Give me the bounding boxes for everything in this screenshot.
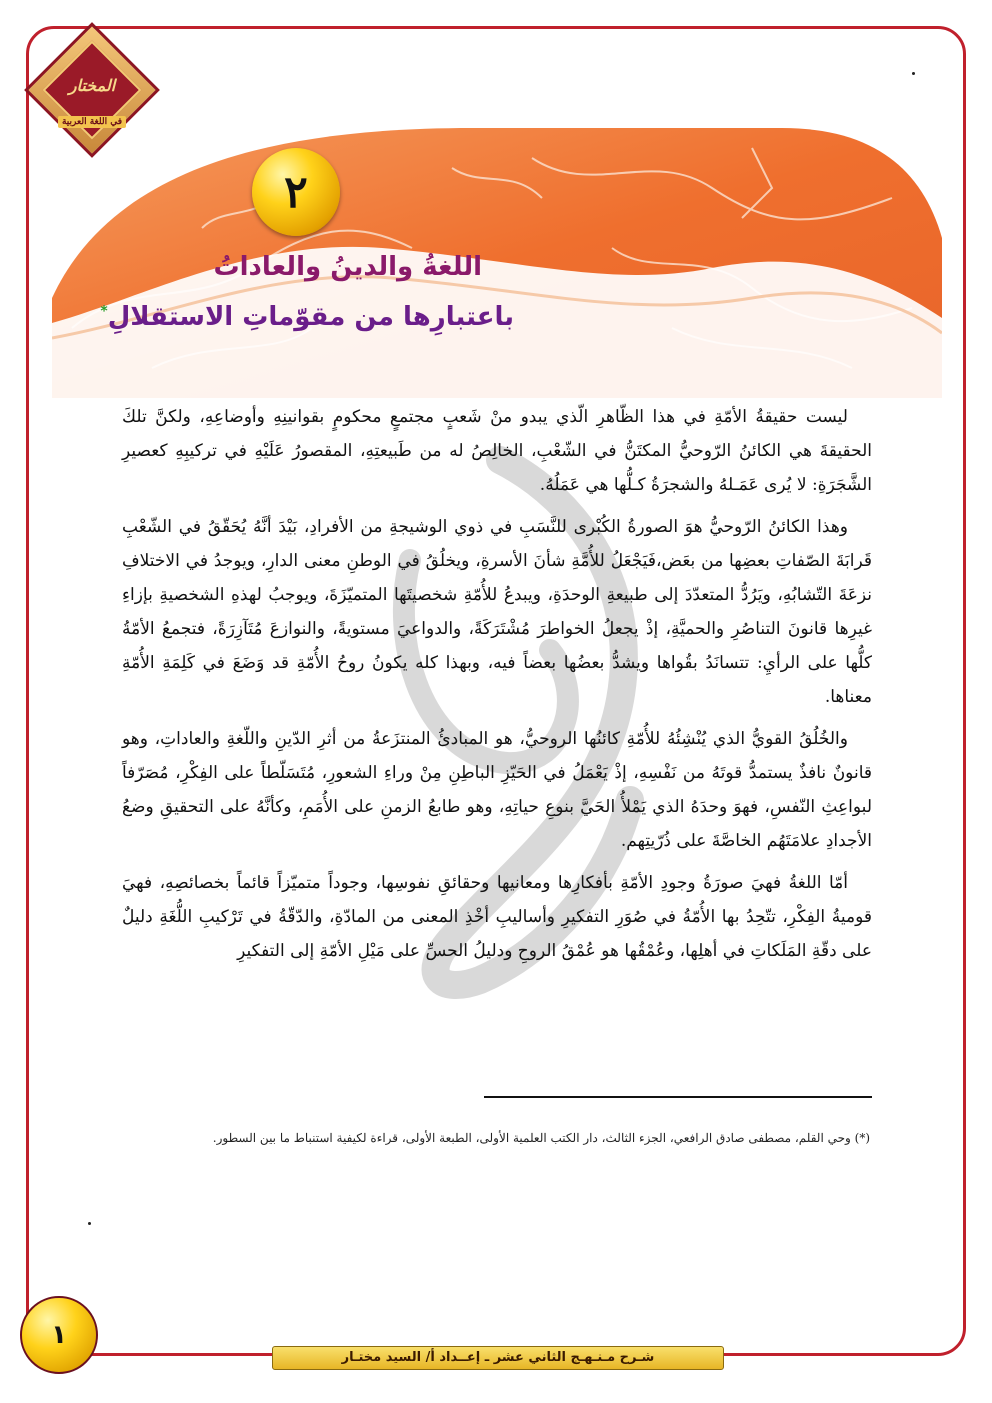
page-number: ١ bbox=[20, 1296, 98, 1374]
footnote-marker: * bbox=[100, 303, 108, 320]
article-body bbox=[122, 400, 872, 976]
page-dot bbox=[88, 1222, 91, 1225]
banner-art bbox=[52, 128, 942, 398]
footer-banner: شـرح مـنـهـج الثاني عشر ـ إعــداد أ/ السيد مختـار bbox=[272, 1346, 724, 1370]
footnote: (*) وحي القلم، مصطفى صادق الرافعي، الجزء الثالث، دار الكتب العلمية الأولى، الطبعة الأولى، قراءة لكيفية استنباط ما بين السطور. bbox=[212, 1131, 870, 1145]
lesson-number-badge: ٢ bbox=[252, 148, 340, 236]
footnote-divider bbox=[484, 1096, 872, 1098]
paragraph: ليست حقيقةُ الأمّةِ في هذا الظّاهرِ الّذي يبدو منْ شَعبٍ مجتمعٍ محكومٍ بقوانينِهِ وأوضاعِهِ، ولكنَّ تلكَ الحقيقةَ هي الكائنُ الرّوحيُّ المكتَنُّ في الشّعْبِ، الخالِصُ له من طَبيعتِهِ، المقصورُ عَلَيْهِ في تركيبِهِ كعصيرِ الشَّجَرَةِ: لا يُرى عَمَـلهُ والشجرَةُ كـلُّها هي عَمَلُهُ. bbox=[122, 407, 872, 495]
paragraph: أمّا اللغةُ فهيَ صورَةُ وجودِ الأمّةِ بأفكارِها ومعانيها وحقائقِ نفوسِها، وجوداً متميّزاً قائماً بخصائصِهِ، فهيَ قوميةُ الفِكْرِ، تتّحِدُ بها الأُمّةُ في صُوَرِ التفكيرِ وأساليبِ أخْذِ المعنى من المادّةِ، والدّقّةُ في تَرْكيبِ اللُّغَةِ دليلٌ على دقّةِ المَلَكاتِ في أهلِها، وعُمْقُها هو عُمْقُ الروحِ ودليلُ الحسِّ على مَيْلِ الأمّةِ إلى التفكيرِ bbox=[122, 873, 872, 961]
logo-subtitle: في اللغة العربية bbox=[58, 116, 126, 128]
paragraph: والخُلُقُ القويُّ الذي يُنْشِئُهُ للأُمّةِ كائنُها الروحيُّ، هو المبادئُ المنتزَعةُ من أثرِ الدّينِ واللّغةِ والعاداتِ، وهو قانونٌ نافذٌ يستمدُّ قوتَهُ من نَفْسِهِ، إذْ يَعْمَلُ في الحَيّزِ الباطِنِ مِنْ وراءِ الشعورِ، مُتَسَلّطاً على الفِكْرِ، مُصَرّفاً لبواعِثِ النّفسِ، فهوَ وحدَهُ الذي يَمْلأُ الحَيَّ بنوعِ حياتِهِ، وهو طابعُ الزمنِ على الأُمَمِ، وكأنَّهُ على التحقيقِ وضعُ الأجدادِ علامَتَهُم الخاصَّةَ على ذُرّيتِهم. bbox=[122, 729, 872, 851]
logo-title: المختار bbox=[68, 76, 116, 95]
page-title-line2-text: باعتبارِها من مقوّماتِ الاستقلالِ bbox=[107, 302, 514, 332]
page-title-line1: اللغةُ والدينُ والعاداتُ bbox=[213, 252, 482, 282]
page-dot bbox=[912, 72, 915, 75]
page-title-line2 bbox=[100, 302, 514, 332]
header-banner bbox=[52, 128, 942, 398]
paragraph: وهذا الكائنُ الرّوحيُّ هوَ الصورةُ الكُبْرى للنَّسَبِ في ذوي الوشيجةِ من الأفرادِ، بَيْدَ أنَّهُ يُحَقّقُ في الشّعْبِ قَرابَةَ الصّفاتِ بعضِها من بعَض،فَيَجْعَلُ للأُمَّةِ شأنَ الأسرةِ، ويخلُقُ في الوطنِ معنى الدارِ، ويوجدُ في الاختلافِ نزعَةَ التّشابُهِ، ويَرُدُّ المتعدّدَ إلى طبيعةِ الوحدَةِ، ويبدعُ للأُمّةِ شخصيتَها المتميّزَةَ، ويوجبُ لهذهِ الشخصيةِ بإزاءِ غيرِها قانونَ التناصُرِ والحميَّةِ، إذْ يجعلُ الخواطرَ مُشْتَرَكَةً، والدواعيَ مستويةً، والنوازعَ مُتَآزِرَةً، فتجمعُ الأمّةُ كلُّها على الرأيِ: تتسانَدُ بقُواها ويشدُّ بعضُها بعضاً فيه، وبهذا كله يكونُ روحُ الأُمّةِ قد وَضَعَ في كَلِمَةِ الأُمّةِ معناها. bbox=[122, 517, 872, 707]
